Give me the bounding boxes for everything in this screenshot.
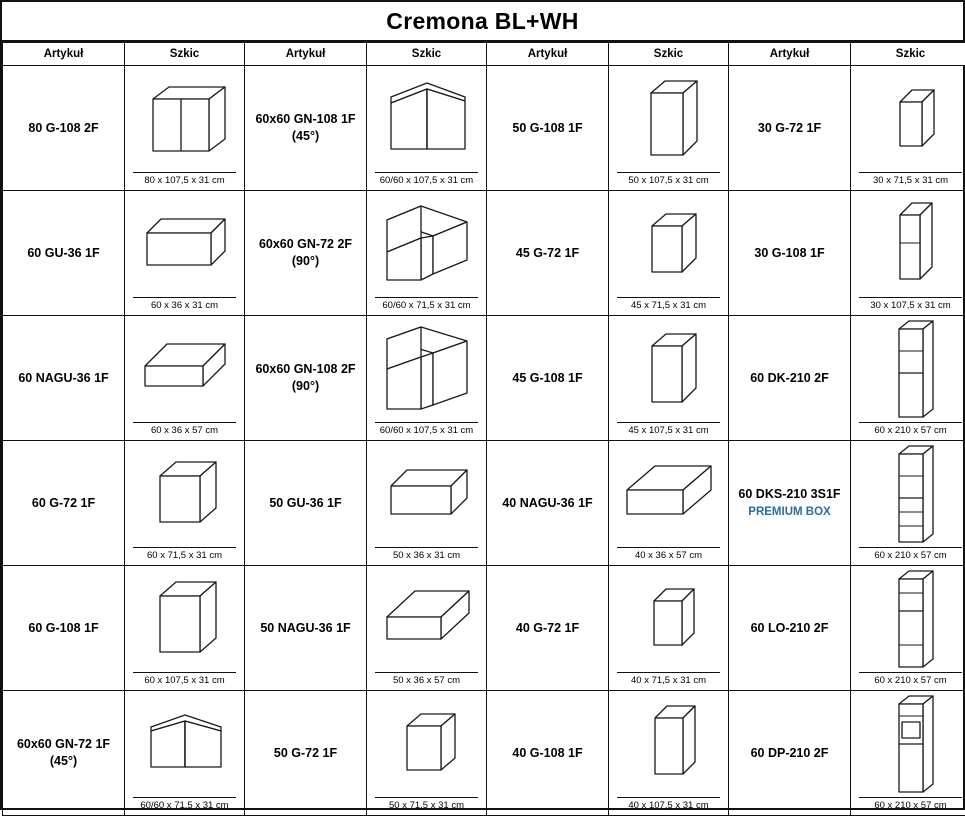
wall-cabinet-1door-tall-icon: [125, 566, 244, 671]
product-dimensions: 50 x 71,5 x 31 cm: [375, 797, 477, 812]
product-sketch: [125, 316, 245, 441]
table-row: [3, 316, 965, 441]
product-sketch: [367, 66, 487, 191]
product-name-text: 40 NAGU-36 1F: [502, 496, 592, 510]
tall-cabinet-2door-icon: [851, 316, 965, 421]
product-dimensions: 60 x 210 x 57 cm: [859, 672, 961, 687]
product-name: [245, 566, 367, 691]
product-name: [245, 691, 367, 816]
col-header-sketch-1: Szkic: [125, 43, 245, 66]
product-dimensions: 60/60 x 107,5 x 31 cm: [375, 422, 477, 437]
product-name-text: 60 G-108 1F: [28, 621, 98, 635]
product-name: [3, 691, 125, 816]
product-dimensions: 50 x 36 x 57 cm: [375, 672, 477, 687]
col-header-article-4: Artykuł: [729, 43, 851, 66]
tall-cabinet-oven-icon: [851, 691, 965, 796]
tall-cabinet-fridge-icon: [851, 566, 965, 671]
col-header-sketch-3: Szkic: [609, 43, 729, 66]
product-dimensions: 60/60 x 71,5 x 31 cm: [375, 297, 477, 312]
product-name-text: 60 DK-210 2F: [750, 371, 829, 385]
product-name: [245, 66, 367, 191]
product-name-text: 60x60 GN-72 2F: [259, 237, 352, 251]
col-header-article-2: Artykuł: [245, 43, 367, 66]
wall-cabinet-narrow-icon: [851, 66, 965, 171]
product-name-subtext: (90°): [245, 253, 366, 270]
product-sketch: [609, 316, 729, 441]
table-row: [3, 566, 965, 691]
product-name-text: 60 DP-210 2F: [751, 746, 829, 760]
product-name: [3, 566, 125, 691]
product-name-text: 60x60 GN-108 2F: [255, 362, 355, 376]
product-name: [729, 691, 851, 816]
wall-cabinet-1door-icon: [367, 691, 486, 796]
wall-cabinet-1door-tall-icon: [609, 316, 728, 421]
product-sketch: [609, 566, 729, 691]
product-dimensions: 60 x 71,5 x 31 cm: [133, 547, 235, 562]
wall-cabinet-deep-low-icon: [125, 316, 244, 421]
product-dimensions: 40 x 71,5 x 31 cm: [617, 672, 719, 687]
product-name: [729, 191, 851, 316]
product-sketch: [367, 191, 487, 316]
product-name-text: 40 G-72 1F: [516, 621, 579, 635]
product-dimensions: 60 x 210 x 57 cm: [859, 797, 961, 812]
product-dimensions: 60 x 210 x 57 cm: [859, 422, 961, 437]
table-row: [3, 191, 965, 316]
product-name-subtext: (90°): [245, 378, 366, 395]
wall-cabinet-low-icon: [125, 191, 244, 296]
page-title-text: Cremona BL+WH: [386, 8, 578, 35]
product-sketch: [125, 566, 245, 691]
corner-cabinet-45-icon: [125, 691, 244, 796]
product-sketch: [609, 441, 729, 566]
table-row: [3, 441, 965, 566]
product-name: [245, 316, 367, 441]
product-name: [729, 566, 851, 691]
wall-cabinet-1door-icon: [609, 191, 728, 296]
product-name-text: 60x60 GN-72 1F: [17, 737, 110, 751]
product-sketch: [125, 66, 245, 191]
product-dimensions: 60 x 36 x 57 cm: [133, 422, 235, 437]
premium-badge: PREMIUM BOX: [729, 505, 850, 521]
product-table: [2, 42, 965, 816]
wall-cabinet-1door-icon: [125, 441, 244, 546]
product-name: [487, 191, 609, 316]
product-sketch: [125, 191, 245, 316]
table-header-row: [3, 43, 965, 66]
tall-cabinet-drawers-icon: [851, 441, 965, 546]
product-sketch: [125, 441, 245, 566]
product-name-text: 60 NAGU-36 1F: [18, 371, 108, 385]
wall-cabinet-low-icon: [367, 441, 486, 546]
product-name-text: 80 G-108 2F: [28, 121, 98, 135]
product-dimensions: 45 x 71,5 x 31 cm: [617, 297, 719, 312]
table-row: [3, 691, 965, 816]
wall-cabinet-1door-tall-icon: [609, 691, 728, 796]
product-sketch: [851, 566, 965, 691]
product-sketch: [367, 691, 487, 816]
wall-cabinet-deep-low-icon: [367, 566, 486, 671]
product-sketch: [851, 316, 965, 441]
product-dimensions: 30 x 107,5 x 31 cm: [859, 297, 961, 312]
product-name: [3, 66, 125, 191]
product-name-text: 50 G-72 1F: [274, 746, 337, 760]
product-sketch: [367, 566, 487, 691]
product-name: [487, 441, 609, 566]
corner-cabinet-90-tall-icon: [367, 316, 486, 421]
product-sketch: [125, 691, 245, 816]
product-name-text: 60 GU-36 1F: [27, 246, 99, 260]
product-dimensions: 40 x 107,5 x 31 cm: [617, 797, 719, 812]
product-dimensions: 60 x 36 x 31 cm: [133, 297, 235, 312]
product-sketch: [609, 66, 729, 191]
product-name: [729, 316, 851, 441]
product-dimensions: 80 x 107,5 x 31 cm: [133, 172, 235, 187]
col-header-sketch-4: Szkic: [851, 43, 965, 66]
wall-cabinet-narrow-tall-icon: [851, 191, 965, 296]
product-name: [729, 441, 851, 566]
wall-cabinet-2door-icon: [125, 66, 244, 171]
product-name-text: 45 G-72 1F: [516, 246, 579, 260]
product-name: [487, 691, 609, 816]
product-sketch: [851, 191, 965, 316]
product-name-text: 50 G-108 1F: [512, 121, 582, 135]
product-dimensions: 50 x 36 x 31 cm: [375, 547, 477, 562]
product-name: [487, 66, 609, 191]
table-row: [3, 66, 965, 191]
col-header-article-1: Artykuł: [3, 43, 125, 66]
product-name: [245, 441, 367, 566]
product-name: [487, 566, 609, 691]
product-name: [3, 191, 125, 316]
col-header-sketch-2: Szkic: [367, 43, 487, 66]
product-name-subtext: (45°): [245, 128, 366, 145]
product-sketch: [851, 691, 965, 816]
product-dimensions: 40 x 36 x 57 cm: [617, 547, 719, 562]
product-dimensions: 45 x 107,5 x 31 cm: [617, 422, 719, 437]
col-header-article-3: Artykuł: [487, 43, 609, 66]
product-dimensions: 50 x 107,5 x 31 cm: [617, 172, 719, 187]
wall-cabinet-1door-icon: [609, 566, 728, 671]
product-name-text: 50 GU-36 1F: [269, 496, 341, 510]
product-sketch: [367, 441, 487, 566]
product-name-text: 50 NAGU-36 1F: [260, 621, 350, 635]
product-dimensions: 60/60 x 107,5 x 31 cm: [375, 172, 477, 187]
product-name-text: 60 LO-210 2F: [751, 621, 829, 635]
corner-cabinet-90-icon: [367, 191, 486, 296]
product-sketch: [851, 441, 965, 566]
product-name: [245, 191, 367, 316]
product-name: [487, 316, 609, 441]
product-sketch: [609, 191, 729, 316]
product-dimensions: 30 x 71,5 x 31 cm: [859, 172, 961, 187]
corner-cabinet-45-icon: [367, 66, 486, 171]
product-name: [729, 66, 851, 191]
product-name-text: 45 G-108 1F: [512, 371, 582, 385]
product-name: [3, 316, 125, 441]
product-dimensions: 60/60 x 71,5 x 31 cm: [133, 797, 235, 812]
product-name-subtext: (45°): [3, 753, 124, 770]
product-sketch: [851, 66, 965, 191]
product-name-text: 30 G-108 1F: [754, 246, 824, 260]
product-name-text: 60 DKS-210 3S1F: [738, 487, 840, 501]
product-name: [3, 441, 125, 566]
wall-cabinet-1door-tall-icon: [609, 66, 728, 171]
product-dimensions: 60 x 107,5 x 31 cm: [133, 672, 235, 687]
product-name-text: 60x60 GN-108 1F: [255, 112, 355, 126]
product-sketch: [609, 691, 729, 816]
product-name-text: 30 G-72 1F: [758, 121, 821, 135]
product-name-text: 60 G-72 1F: [32, 496, 95, 510]
product-sketch: [367, 316, 487, 441]
wall-cabinet-deep-low-icon: [609, 441, 728, 546]
product-name-text: 40 G-108 1F: [512, 746, 582, 760]
page-title: [2, 2, 963, 42]
product-dimensions: 60 x 210 x 57 cm: [859, 547, 961, 562]
